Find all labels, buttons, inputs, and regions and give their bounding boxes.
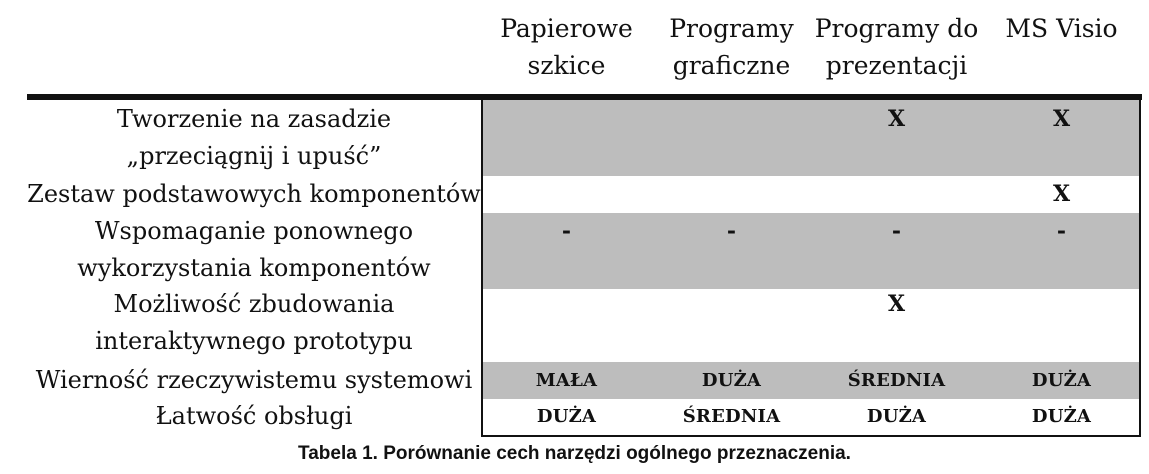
- column-header-ms-visio: MS Visio: [1005, 14, 1118, 43]
- cell-r6-c4: DUŻA: [1031, 406, 1092, 427]
- column-header-programy-graficzne: Programy graficzne: [669, 14, 794, 80]
- cell-r6-c1: DUŻA: [536, 406, 597, 427]
- cell-r2-c4: X: [1052, 181, 1071, 207]
- cell-r4-c3: X: [887, 291, 906, 317]
- cell-r3-c1: -: [561, 218, 572, 244]
- table-frame: [481, 97, 1141, 437]
- row-label-basic-components: Zestaw podstawowych komponentów: [27, 180, 481, 208]
- column-header-papierowe-szkice: Papierowe szkice: [500, 14, 633, 80]
- cell-r5-c1: MAŁA: [535, 370, 598, 391]
- row-label-fidelity: Wierność rzeczywistemu systemowi: [35, 366, 473, 394]
- cell-r1-c4: X: [1052, 106, 1071, 132]
- row-label-drag-and-drop: Tworzenie na zasadzie „przeciągnij i upuść”: [116, 105, 392, 170]
- cell-r3-c4: -: [1056, 218, 1067, 244]
- table-caption: Tabela 1. Porównanie cech narzędzi ogólnego przeznaczenia.: [298, 443, 851, 464]
- cell-r3-c2: -: [726, 218, 737, 244]
- row-label-component-reuse: Wspomaganie ponownego wykorzystania komponentów: [77, 217, 431, 282]
- cell-r6-c3: DUŻA: [866, 406, 927, 427]
- cell-r1-c3: X: [887, 106, 906, 132]
- cell-r3-c3: -: [891, 218, 902, 244]
- cell-r6-c2: ŚREDNIA: [682, 406, 781, 427]
- row-label-ease-of-use: Łatwość obsługi: [155, 402, 353, 430]
- cell-r5-c4: DUŻA: [1031, 370, 1092, 391]
- cell-r5-c2: DUŻA: [701, 370, 762, 391]
- column-header-programy-do-prezentacji: Programy do prezentacji: [814, 14, 979, 80]
- cell-r5-c3: ŚREDNIA: [847, 370, 946, 391]
- column-headers: [484, 10, 1144, 94]
- row-label-interactive-prototype: Możliwość zbudowania interaktywnego prototypu: [95, 290, 413, 355]
